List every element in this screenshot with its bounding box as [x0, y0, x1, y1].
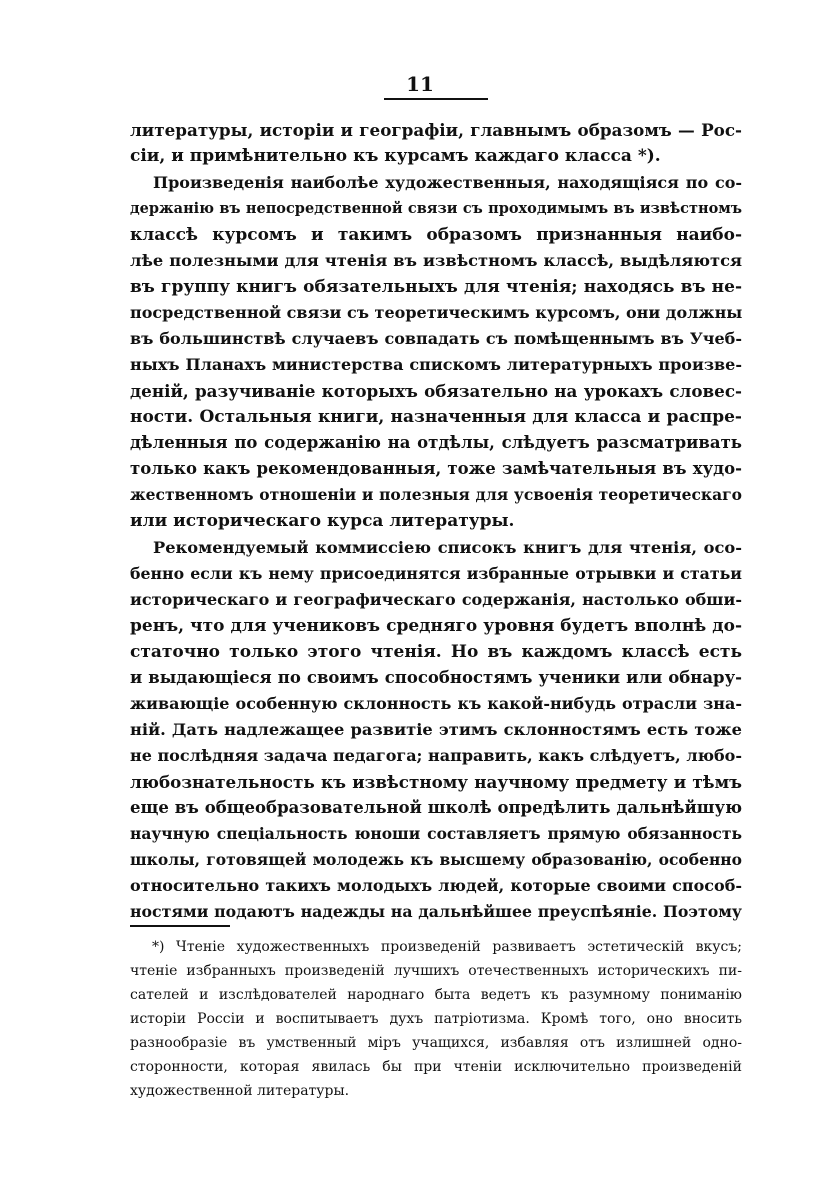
body-line: еще въ общеобразовательной школѣ опредѣлить дальнѣйшую [130, 798, 742, 817]
footnote-line: сателей и изслѣдователей народнаго быта ведетъ къ разумному пониманію [130, 987, 742, 1003]
body-line: классѣ курсомъ и такимъ образомъ признанныя наибо- [130, 225, 742, 245]
body-line: научную спеціальность юноши составляетъ прямую обязанность [130, 824, 742, 843]
footnote-line: *) Чтеніе художественныхъ произведеній развиваетъ эстетическій вкусъ; [152, 939, 742, 955]
body-line: статочно только этого чтенія. Но въ каждомъ классѣ есть [130, 642, 742, 662]
footnote-rule [130, 925, 230, 927]
body-line: ности. Остальныя книги, назначенныя для класса и распре- [130, 407, 742, 427]
footnote-line: художественной литературы. [130, 1083, 350, 1099]
body-line: сіи, и примѣнительно къ курсамъ каждаго класса *). [130, 146, 661, 166]
body-line: ній. Дать надлежащее развитіе этимъ склонностямъ есть тоже [130, 720, 742, 739]
body-line: въ большинствѣ случаевъ совпадать съ помѣщеннымъ въ Учеб- [130, 329, 742, 348]
body-line: или историческаго курса литературы. [130, 511, 515, 531]
footnote-line: чтеніе избранныхъ произведеній лучшихъ отечественныхъ историческихъ пи- [130, 963, 742, 979]
body-line: школы, готовящей молодежь къ высшему образованію, особенно [130, 850, 742, 869]
footnote-line: разнообразіе въ умственный міръ учащихся, избавляя отъ излишней одно- [130, 1035, 742, 1051]
footnote-line: сторонности, которая явилась бы при чтеніи исключительно произведеній [130, 1059, 742, 1075]
body-line: ренъ, что для учениковъ средняго уровня будетъ вполнѣ до- [130, 616, 742, 636]
body-line: не послѣдняя задача педагога; направить, какъ слѣдуетъ, любо- [130, 746, 742, 765]
body-line: ныхъ Планахъ министерства спискомъ литературныхъ произве- [130, 355, 742, 374]
body-line: бенно если къ нему присоединятся избранные отрывки и статьи [130, 564, 742, 583]
header-rule [384, 98, 488, 100]
body-line: литературы, исторіи и географіи, главнымъ образомъ — Рос- [130, 120, 742, 140]
body-line: и выдающіеся по своимъ способностямъ ученики или обнару- [130, 668, 742, 687]
body-line: относительно такихъ молодыхъ людей, которые своими способ- [130, 876, 742, 895]
body-line: жественномъ отношеніи и полезныя для усвоенія теоретическаго [130, 485, 742, 504]
body-line: Произведенія наиболѣе художественныя, находящіяся по со- [153, 173, 742, 192]
body-line: любознательность къ извѣстному научному предмету и тѣмъ [130, 772, 742, 792]
body-line: историческаго и географическаго содержанія, настолько обши- [130, 590, 742, 609]
body-line: Рекомендуемый коммиссіею списокъ книгъ для чтенія, осо- [153, 538, 742, 557]
page-number: 11 [406, 72, 434, 96]
body-line: живающіе особенную склонность къ какой-нибудь отрасли зна- [130, 694, 742, 713]
body-line: лѣе полезными для чтенія въ извѣстномъ классѣ, выдѣляются [130, 251, 742, 270]
body-line: деній, разучиваніе которыхъ обязательно на урокахъ словес- [130, 381, 742, 401]
footnote-line: исторіи Россіи и воспитываетъ духъ патріотизма. Кромѣ того, оно вносить [130, 1011, 742, 1027]
body-line: въ группу книгъ обязательныхъ для чтенія; находясь въ не- [130, 277, 742, 297]
body-line: дѣленныя по содержанію на отдѣлы, слѣдуетъ разсматривать [130, 433, 742, 452]
body-line: держанію въ непосредственной связи съ проходимымъ въ извѣстномъ [130, 200, 742, 217]
body-line: только какъ рекомендованныя, тоже замѣчательныя въ худо- [130, 459, 742, 478]
body-line: ностями подаютъ надежды на дальнѣйшее преуспѣяніе. Поэтому [130, 902, 742, 921]
body-line: посредственной связи съ теоретическимъ курсомъ, они должны [130, 303, 742, 322]
